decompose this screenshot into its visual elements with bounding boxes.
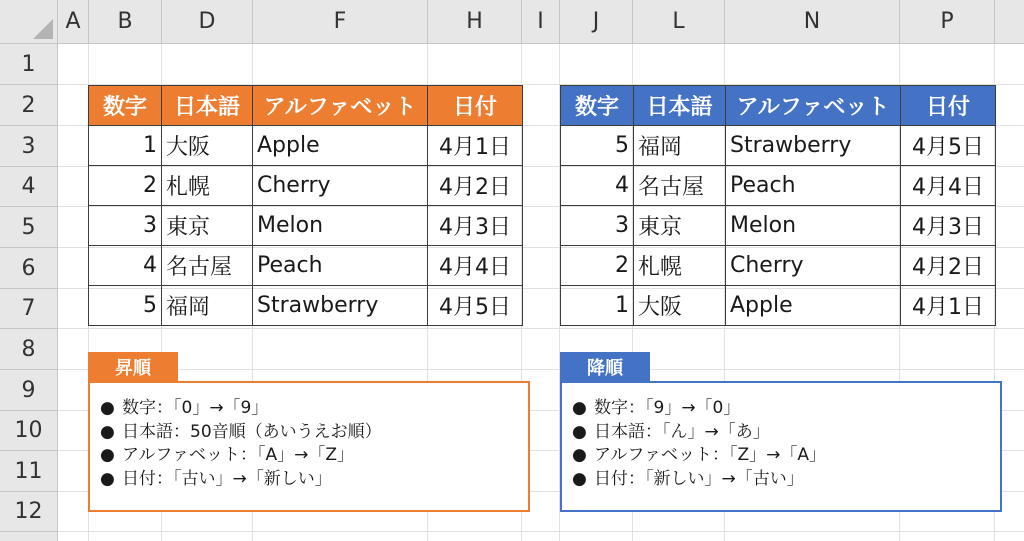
- cell-japanese[interactable]: 福岡: [634, 126, 726, 166]
- row-header-3[interactable]: 3: [0, 126, 58, 167]
- row-header-9[interactable]: 9: [0, 370, 58, 411]
- table-row: [561, 126, 996, 166]
- bullet-icon: ●: [572, 421, 587, 442]
- cell-japanese[interactable]: 東京: [162, 206, 253, 246]
- ascending-table: [88, 85, 523, 326]
- descending-table: [560, 85, 996, 326]
- column-header-f[interactable]: F: [253, 0, 428, 44]
- table-row: [561, 206, 996, 246]
- row-header-10[interactable]: 10: [0, 411, 58, 451]
- column-header-j[interactable]: J: [560, 0, 633, 44]
- list-item: [572, 421, 1000, 445]
- header-cell-alphabet[interactable]: アルファベット: [253, 86, 428, 126]
- cell-japanese[interactable]: 福岡: [162, 286, 253, 326]
- row-header-5[interactable]: 5: [0, 207, 58, 248]
- row-header-8[interactable]: 8: [0, 329, 58, 370]
- column-header-blank: [995, 0, 1024, 44]
- column-header-p[interactable]: P: [900, 0, 995, 44]
- cell-alphabet[interactable]: Peach: [726, 166, 901, 206]
- column-header-d[interactable]: D: [162, 0, 253, 44]
- cell-alphabet[interactable]: Peach: [253, 246, 428, 286]
- column-header-l[interactable]: L: [633, 0, 725, 44]
- cell-number[interactable]: 3: [561, 206, 634, 246]
- header-row: [89, 86, 523, 126]
- cell-japanese[interactable]: 東京: [634, 206, 726, 246]
- note-text: アルファベット：「Z」→「A」: [594, 445, 826, 465]
- select-all-triangle-icon: [33, 19, 53, 39]
- list-item: [572, 468, 1000, 492]
- row-header-blank: [0, 532, 58, 541]
- table-row: [561, 246, 996, 286]
- cell-date[interactable]: 4月2日: [428, 166, 523, 206]
- cell-date[interactable]: 4月1日: [901, 286, 996, 326]
- row-header-2[interactable]: 2: [0, 85, 58, 126]
- cell-alphabet[interactable]: Melon: [253, 206, 428, 246]
- note-text: 数字：「0」→「9」: [122, 398, 269, 418]
- column-header-n[interactable]: N: [725, 0, 900, 44]
- header-cell-alphabet[interactable]: アルファベット: [726, 86, 901, 126]
- select-all-corner[interactable]: [0, 0, 58, 44]
- descending-note-list: [562, 383, 1000, 491]
- list-item: [100, 444, 528, 468]
- cell-alphabet[interactable]: Apple: [253, 126, 428, 166]
- ascending-note-box[interactable]: [88, 381, 530, 512]
- cell-number[interactable]: 1: [561, 286, 634, 326]
- header-cell-date[interactable]: 日付: [428, 86, 523, 126]
- bullet-icon: ●: [100, 398, 115, 418]
- bullet-icon: ●: [100, 445, 115, 465]
- header-cell-japanese[interactable]: 日本語: [634, 86, 726, 126]
- header-cell-number[interactable]: 数字: [89, 86, 162, 126]
- note-text: 日本語：「ん」→「あ」: [594, 421, 770, 442]
- cell-date[interactable]: 4月3日: [428, 206, 523, 246]
- table-row: [89, 206, 523, 246]
- list-item: [572, 444, 1000, 468]
- cell-date[interactable]: 4月3日: [901, 206, 996, 246]
- cell-number[interactable]: 4: [89, 246, 162, 286]
- cell-japanese[interactable]: 大阪: [162, 126, 253, 166]
- list-item: [572, 397, 1000, 421]
- cell-date[interactable]: 4月4日: [901, 166, 996, 206]
- cell-japanese[interactable]: 札幌: [634, 246, 726, 286]
- cell-japanese[interactable]: 名古屋: [634, 166, 726, 206]
- bullet-icon: ●: [572, 445, 587, 465]
- cell-date[interactable]: 4月2日: [901, 246, 996, 286]
- table-row: [561, 166, 996, 206]
- row-header-12[interactable]: 12: [0, 492, 58, 532]
- cell-number[interactable]: 2: [89, 166, 162, 206]
- note-text: アルファベット：「A」→「Z」: [122, 445, 354, 465]
- list-item: [100, 397, 528, 421]
- descending-note-box[interactable]: [560, 381, 1002, 512]
- cell-number[interactable]: 1: [89, 126, 162, 166]
- note-text: 数字：「9」→「0」: [594, 398, 741, 418]
- cell-alphabet[interactable]: Cherry: [726, 246, 901, 286]
- cell-japanese[interactable]: 名古屋: [162, 246, 253, 286]
- table-row: [89, 286, 523, 326]
- cell-number[interactable]: 3: [89, 206, 162, 246]
- row-header-7[interactable]: 7: [0, 289, 58, 329]
- header-row: [561, 86, 996, 126]
- table-row: [89, 126, 523, 166]
- ascending-label[interactable]: 昇順: [88, 352, 178, 382]
- header-cell-japanese[interactable]: 日本語: [162, 86, 253, 126]
- cell-alphabet[interactable]: Apple: [726, 286, 901, 326]
- table-row: [561, 286, 996, 326]
- bullet-icon: ●: [100, 468, 115, 489]
- note-text: 日付：「新しい」→「古い」: [594, 468, 804, 489]
- bullet-icon: ●: [572, 398, 587, 418]
- gridline: [58, 369, 1024, 370]
- table-row: [89, 166, 523, 206]
- cell-number[interactable]: 5: [89, 286, 162, 326]
- header-cell-number[interactable]: 数字: [561, 86, 634, 126]
- column-header-b[interactable]: B: [89, 0, 162, 44]
- gridline: [58, 531, 1024, 532]
- bullet-icon: ●: [572, 468, 587, 489]
- column-header-a[interactable]: A: [58, 0, 89, 44]
- cell-date[interactable]: 4月5日: [428, 286, 523, 326]
- row-header-4[interactable]: 4: [0, 167, 58, 207]
- header-cell-date[interactable]: 日付: [901, 86, 996, 126]
- gridline: [58, 328, 1024, 329]
- note-text: 日付：「古い」→「新しい」: [122, 468, 332, 489]
- cell-date[interactable]: 4月5日: [901, 126, 996, 166]
- cell-alphabet[interactable]: Strawberry: [726, 126, 901, 166]
- cell-date[interactable]: 4月1日: [428, 126, 523, 166]
- ascending-note-list: [90, 383, 528, 491]
- row-header-6[interactable]: 6: [0, 248, 58, 289]
- cell-number[interactable]: 4: [561, 166, 634, 206]
- row-header-1[interactable]: 1: [0, 44, 58, 85]
- cell-alphabet[interactable]: Cherry: [253, 166, 428, 206]
- column-header-h[interactable]: H: [428, 0, 522, 44]
- cell-alphabet[interactable]: Strawberry: [253, 286, 428, 326]
- cell-number[interactable]: 2: [561, 246, 634, 286]
- cell-number[interactable]: 5: [561, 126, 634, 166]
- note-text: 日本語：50音順（あいうえお順）: [122, 421, 382, 442]
- bullet-icon: ●: [100, 421, 115, 442]
- table-row: [89, 246, 523, 286]
- column-header-i[interactable]: I: [522, 0, 560, 44]
- list-item: [100, 421, 528, 445]
- cell-date[interactable]: 4月4日: [428, 246, 523, 286]
- cell-japanese[interactable]: 札幌: [162, 166, 253, 206]
- cell-alphabet[interactable]: Melon: [726, 206, 901, 246]
- descending-label[interactable]: 降順: [560, 352, 650, 382]
- row-header-11[interactable]: 11: [0, 451, 58, 492]
- cell-japanese[interactable]: 大阪: [634, 286, 726, 326]
- list-item: [100, 468, 528, 492]
